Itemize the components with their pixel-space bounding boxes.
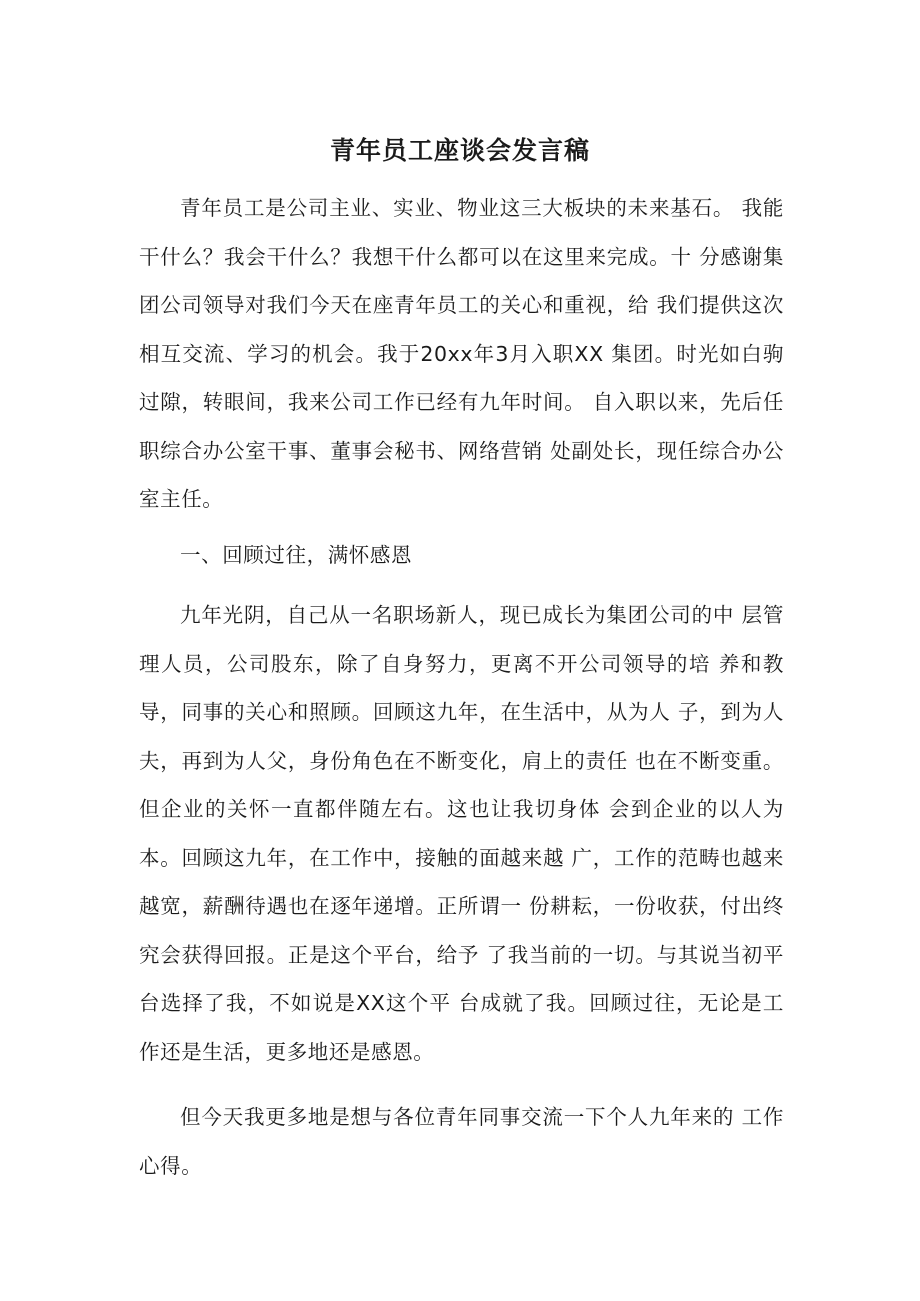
closing-paragraph: 但今天我更多地是想与各位青年同事交流一下个人九年来的 工作心得。 bbox=[139, 1105, 784, 1178]
section-heading: 一、回顾过往，满怀感恩 bbox=[180, 543, 413, 567]
intro-paragraph: 青年员工是公司主业、实业、物业这三大板块的未来基石。 我能干什么？我会干什么？我想干什么都可以在这里来完成。十 分感谢集团公司领导对我们今天在座青年员工的关心和重视，给 我们提供这次相互交流、学习的机会。我于20xx年3月入职XX 集团。时光如白驹过隙，转眼间，我来公司工作已经有九年时间。 自入职以来，先后任职综合办公室干事、董事会秘书、网络营销 处副处长，现任综合办公室主任。 bbox=[139, 196, 784, 511]
document-title: 青年员工座谈会发言稿 bbox=[329, 136, 590, 165]
review-paragraph: 九年光阴，自己从一名职场新人，现已成长为集团公司的中 层管理人员，公司股东，除了自身努力，更离不开公司领导的培 养和教导，同事的关心和照顾。回顾这九年，在生活中，从为人 子，到为人夫，再到为人父，身份角色在不断变化，肩上的责任 也在不断变重。但企业的关怀一直都伴随左右。这也让我切身体 会到企业的以人为本。回顾这九年，在工作中，接触的面越来越 广，工作的范畴也越来越宽，薪酬待遇也在逐年递增。正所谓一 份耕耘，一份收获，付出终究会获得回报。正是这个平台，给予 了我当前的一切。与其说当初平台选择了我，不如说是XX这个平 台成就了我。回顾过往，无论是工作还是生活，更多地还是感恩。 bbox=[139, 603, 784, 1064]
